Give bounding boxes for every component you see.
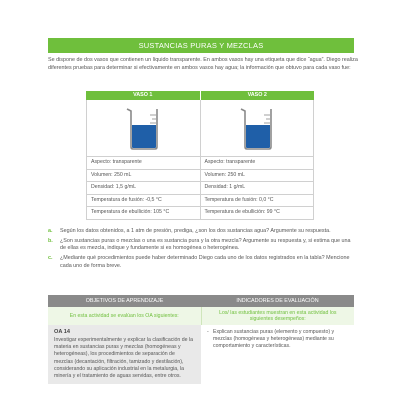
table-row	[87, 169, 313, 182]
questions-list	[48, 228, 358, 273]
vaso-1-fusion: Temperatura de fusión: -0,5 °C	[91, 196, 162, 203]
table-row	[87, 181, 313, 194]
indicator-text: Explican sustancias puras (elemento y compuesto) y mezclas (homogéneas y heterogéneas) mediante su comportamiento y características.	[213, 329, 335, 350]
beaker-1-icon	[123, 105, 163, 151]
question-text: Según los datos obtenidos, a 1 atm de presión, prediga, ¿son los dos sustancias agua? Argumente su respuesta.	[60, 228, 331, 234]
vaso-2-header: VASO 2	[200, 91, 315, 100]
objectives-subheader-row	[48, 307, 354, 325]
question-letter: a.	[48, 228, 53, 234]
question-text: ¿Mediante qué procedimientos puede haber determinado Diego cada uno de los datos registrados en la tabla? Mencione cada uno de forma breve.	[60, 255, 350, 269]
table-row	[87, 206, 313, 219]
vasos-image-row	[86, 100, 314, 156]
indicators-header: INDICADORES DE EVALUACIÓN	[236, 298, 319, 304]
table-row	[87, 194, 313, 207]
bullet-dash-icon: -	[207, 329, 209, 335]
beaker-1-cell	[87, 100, 200, 156]
vaso-2-volumen: Volumen: 250 mL	[200, 170, 314, 182]
vaso-2-ebullicion: Temperatura de ebullición: 99 °C	[200, 207, 314, 219]
table-row	[87, 156, 313, 169]
indicator-cell	[201, 325, 354, 384]
question-text: ¿Son sustancias puras o mezclas o una es sustancia pura y la otra mezcla? Argumente su respuesta y, si estima que una de ellas es mezcla, indique y fundamente si es homogénea o heterogénea.	[60, 237, 351, 252]
vasos-table	[86, 91, 314, 220]
oa-cell	[48, 325, 201, 384]
indicator-item	[207, 329, 348, 351]
oa-label: OA 14	[54, 329, 70, 335]
vaso-1-ebullicion: Temperatura de ebullición: 105 °C	[91, 209, 170, 215]
intro-text: Se dispone de dos vasos que contienen un líquido transparente. En ambos vasos hay una etiqueta que dice “agua”. Diego realiza diferentes pruebas para determinar si efectivamente en ambos vasos hay agua; la información que obtuvo para cada vaso fue:	[48, 57, 358, 71]
objectives-header-row	[48, 295, 354, 307]
vaso-1-header: VASO 1	[86, 91, 200, 100]
page-title: SUSTANCIAS PURAS Y MEZCLAS	[48, 38, 354, 53]
beaker-2-icon	[237, 105, 277, 151]
vaso-1-densidad: Densidad: 1,5 g/mL	[91, 184, 136, 190]
question-b	[48, 238, 358, 253]
question-letter: b.	[48, 237, 53, 244]
beaker-2-cell	[200, 100, 314, 156]
vaso-1-volumen: Volumen: 250 mL	[91, 171, 132, 178]
objectives-subheader: En esta actividad se evalúan los OA siguientes:	[69, 312, 179, 319]
objectives-header: OBJETIVOS DE APRENDIZAJE	[85, 298, 164, 304]
indicators-subheader: Los/ las estudiantes muestran en esta actividad los siguientes desempeños:	[201, 307, 355, 325]
vasos-header-row	[86, 91, 314, 100]
vaso-2-densidad: Densidad: 1 g/mL	[200, 182, 314, 194]
vaso-2-fusion: Temperatura de fusión: 0,0 °C	[200, 195, 314, 207]
question-a	[48, 228, 358, 235]
vaso-1-aspecto: Aspecto: transparente	[91, 159, 142, 165]
vasos-data-rows	[86, 156, 314, 220]
objectives-table	[48, 295, 354, 384]
question-c	[48, 255, 358, 270]
vaso-2-aspecto: Aspecto: transparente	[200, 157, 314, 169]
objectives-body-row	[48, 325, 354, 384]
oa-text: Investigar experimentalmente y explicar la clasificación de la materia en sustancias puras y mezclas (homogéneas y heterogéneas), los procedimientos de separación de mezclas (decantación, filtración, tamizado y destilación), considerando su aplicación industrial en la metalurgia, la minería y el tratamiento de aguas servidas, entre otros.	[54, 337, 193, 380]
question-letter: c.	[48, 255, 53, 262]
